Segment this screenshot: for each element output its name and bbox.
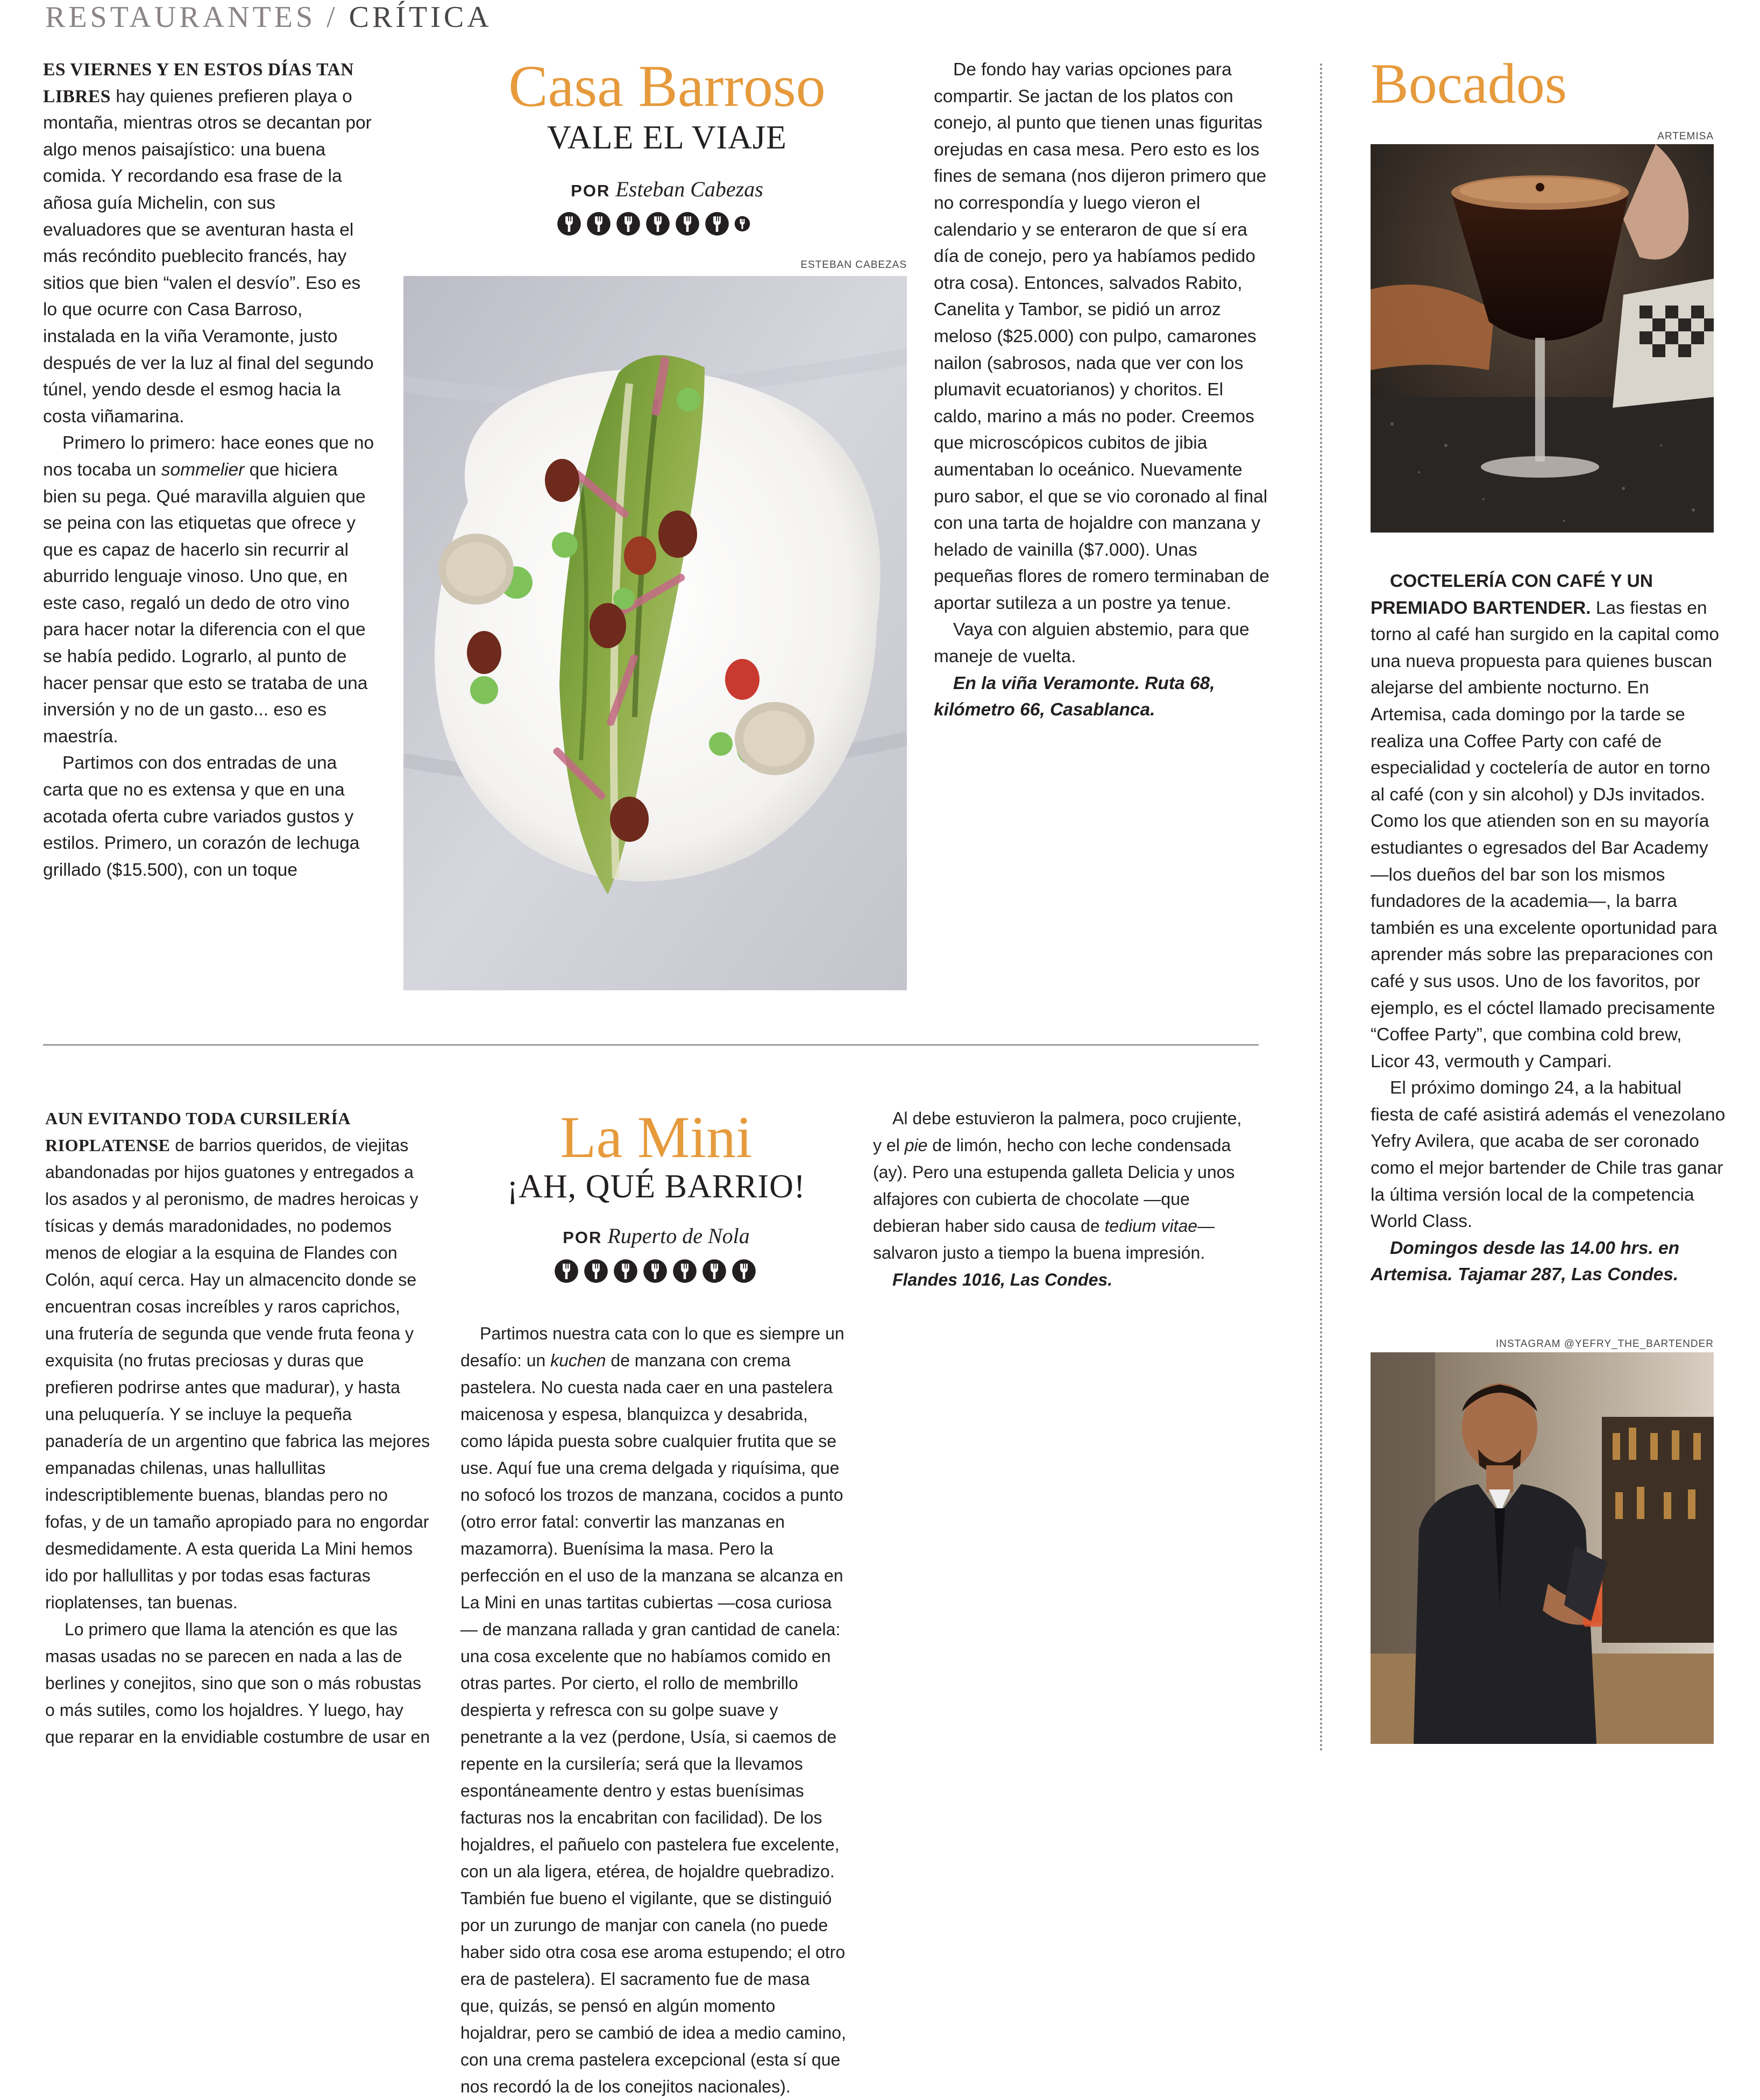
review2-paragraph-4b: de limón, hecho con leche condensada (ay). Pero una estupenda galleta Delicia y unos alfajores con cubierta de chocolate —que debieran haber sido causa de bbox=[873, 1136, 1235, 1236]
fork-rating-icon bbox=[675, 211, 700, 236]
sidebar-photo1-credit: ARTEMISA bbox=[1657, 131, 1714, 142]
sidebar-paragraph-2: El próximo domingo 24, a la habitual fiesta de café asistirá además el venezolano Yefry Avilera, que acaba de ser coronado como el mejor bartender de Chile tras ganar la última versión local de la competencia World Class. bbox=[1371, 1078, 1726, 1232]
review1-column-1 bbox=[43, 56, 377, 883]
review1-paragraph-1: hay quienes prefieren playa o montaña, mientras otros se decantan por algo menos paisajístico: una buena comida. Y recordando esa frase de la añosa guía Michelin, con sus evaluadores que se aventuran hasta el más recóndito pueblecito francés, hay sitios que bien “valen el desvío”. Eso es lo que ocurre con Casa Barroso, instalada en la viña Veramonte, justo después de ver la luz al final del segundo túnel, yendo desde el esmog hacia la costa viñamarina. bbox=[43, 86, 374, 427]
review1-paragraph-2a: Primero lo primero: hace eones que no nos tocaba un bbox=[43, 433, 374, 480]
review2-info: Flandes 1016, Las Condes. bbox=[892, 1270, 1113, 1289]
section-separator: / bbox=[327, 1, 338, 34]
section-label: RESTAURANTES bbox=[45, 1, 316, 34]
review1-photo bbox=[403, 276, 907, 990]
review1-author: Esteban Cabezas bbox=[615, 177, 763, 201]
fork-rating-icon bbox=[643, 1259, 668, 1283]
fork-rating-half-icon bbox=[734, 216, 750, 232]
review1-info: En la viña Veramonte. Ruta 68, kilómetro 66, Casablanca. bbox=[934, 673, 1215, 720]
fork-rating-icon bbox=[702, 1259, 727, 1283]
fork-rating-icon bbox=[613, 1259, 638, 1283]
review1-lead: ES VIERNES Y EN ESTOS DÍAS TAN LIBRES bbox=[43, 60, 354, 107]
fork-rating-icon bbox=[557, 211, 581, 236]
sidebar-lead: COCTELERÍA CON CAFÉ Y UN PREMIADO BARTENDER. bbox=[1371, 571, 1653, 618]
review2-paragraph-1: de barrios queridos, de viejitas abandonadas por hijos guatones y entregados a los asados y al peronismo, de madres heroicas y tísicas y demás maradonidades, no podemos menos de elogiar a la esquina de Flandes con Colón, aquí cerca. Hay un almacencito donde se encuentran cosas increíbles y raros caprichos, una frutería de segunda que vende fruta feona y exquisita (no frutas preciosas y duras que prefieren podrirse antes que madurar), y hasta una peluquería. Y se incluye la pequeña panadería de un argentino que fabrica las mejores empanadas chilenas, unas hallullitas indescriptiblemente buenas, blandas pero no fofas, y de un tamaño apropiado para no engordar desmedidamente. A esta querida La Mini hemos ido por hallullitas y por todas esas facturas rioplatenses, tan buenas. bbox=[45, 1136, 430, 1612]
review2-paragraph-4-em2: tedium vitae bbox=[1104, 1216, 1198, 1236]
review1-paragraph-3: Partimos con dos entradas de una carta que no es extensa y que en una acotada oferta cubre variados gustos y estilos. Primero, un corazón de lechuga grillado ($15.500), con un toque bbox=[43, 753, 360, 880]
review2-column-2 bbox=[460, 1320, 848, 2100]
review1-paragraph-2b: que hiciera bien su pega. Qué maravilla alguien que se peina con las etiquetas que ofrece y que es capaz de hacerlo sin recurrir al aburrido lenguaje vinoso. Uno que, en este caso, regaló un dedo de otro vino para hacer notar la diferencia con el que se había pedido. Lograrlo, al punto de hacer pensar que esto se trataba de una inversión y no de un gasto... eso es maestría. bbox=[43, 459, 368, 747]
review2-paragraph-3a: Partimos nuestra cata con lo que es siempre un desafío: un bbox=[460, 1324, 844, 1370]
sidebar-paragraph-1: Las fiestas en torno al café han surgido en la capital como una nueva propuesta para quienes buscan alejarse del ambiente nocturno. En Artemisa, cada domingo por la tarde se realiza una Coffee Party con café de especialidad y coctelería de autor en torno al café (con y sin alcohol) y DJs invitados. Como los que atienden son en su mayoría estudiantes o egresados del Bar Academy —los dueños del bar son los mismos fundadores de la academia—, la barra también es una excelente oportunidad para aprender más sobre las preparaciones con café y sus usos. Uno de los favoritos, por ejemplo, es el cóctel llamado precisamente “Coffee Party”, que combina cold brew, Licor 43, vermouth y Campari. bbox=[1371, 598, 1720, 1072]
review2-rating bbox=[554, 1259, 756, 1283]
section-header bbox=[45, 0, 492, 34]
review2-author: Ruperto de Nola bbox=[607, 1224, 750, 1248]
sidebar-text bbox=[1371, 568, 1726, 1288]
review1-paragraph-5: Vaya con alguien abstemio, para que maneje de vuelta. bbox=[934, 620, 1250, 667]
review2-column-1 bbox=[45, 1105, 430, 1750]
review1-byline bbox=[409, 173, 925, 207]
review1-photo-credit: ESTEBAN CABEZAS bbox=[800, 259, 907, 271]
section-divider bbox=[43, 1044, 1259, 1046]
review2-paragraph-4c: — salvaron justo a tiempo la buena impresión. bbox=[873, 1216, 1215, 1262]
review2-byline bbox=[430, 1220, 882, 1254]
review1-rating bbox=[557, 211, 750, 236]
fork-rating-icon bbox=[584, 1259, 608, 1283]
salad-plate-icon bbox=[403, 276, 907, 990]
fork-rating-icon bbox=[732, 1259, 756, 1283]
review1-paragraph-4: De fondo hay varias opciones para compartir. Se jactan de los platos con conejo, al punto que tienen unas figuritas orejudas en casa mesa. Pero esto es los fines de semana (nos dijeron primero que no correspondía y luego vieron el calendario y se enteraron de que sí era día de conejo, pero ya habíamos pedido otra cosa). Entonces, salvados Rabito, Canelita y Tambor, se pidió un arroz meloso ($25.000) con pulpo, camarones nailon (sabrosos, nada que ver con los plumavit ecuatorianos) y choritos. El caldo, marino a más no poder. Creemos que microscópicos cubitos de jibia aumentaban lo oceánico. Nuevamente puro sabor, el que se vio coronado al final con una tarta de hojaldre con manzana y helado de vainilla ($7.000). Unas pequeñas flores de romero terminaban de aportar sutileza a un postre ya tenue. bbox=[934, 60, 1269, 613]
review2-column-3 bbox=[873, 1105, 1250, 1293]
review2-paragraph-2: Lo primero que llama la atención es que las masas usadas no se parecen en nada a las de berlines y conejitos, sino que son o más robustas o más sutiles, como los hojaldres. Y luego, hay que reparar en la envidiable costumbre de usar en bbox=[45, 1620, 430, 1747]
sidebar-title: Bocados bbox=[1371, 52, 1567, 115]
review1-subtitle: VALE EL VIAJE bbox=[547, 119, 787, 156]
fork-rating-icon bbox=[672, 1259, 697, 1283]
coffee-cocktail-icon bbox=[1371, 144, 1714, 533]
subsection-label: CRÍTICA bbox=[349, 1, 492, 34]
review2-subtitle: ¡AH, QUÉ BARRIO! bbox=[507, 1168, 806, 1205]
review2-title: La Mini bbox=[560, 1104, 753, 1170]
bartender-portrait-icon bbox=[1371, 1352, 1714, 1744]
review1-column-3 bbox=[934, 56, 1273, 723]
review1-byline-prefix: POR bbox=[571, 181, 611, 200]
sidebar-photo2-credit: INSTAGRAM @YEFRY_THE_BARTENDER bbox=[1495, 1338, 1714, 1350]
review2-paragraph-3-em: kuchen bbox=[550, 1351, 606, 1370]
review2-lead: AUN EVITANDO TODA CURSILERÍA RIOPLATENSE bbox=[45, 1109, 350, 1155]
fork-rating-icon bbox=[586, 211, 611, 236]
sidebar-photo1 bbox=[1371, 144, 1714, 533]
fork-rating-icon bbox=[616, 211, 641, 236]
review2-byline-prefix: POR bbox=[563, 1228, 602, 1247]
fork-rating-icon bbox=[554, 1259, 579, 1283]
sidebar-info: Domingos desde las 14.00 hrs. en Artemisa. Tajamar 287, Las Condes. bbox=[1371, 1238, 1680, 1285]
review2-paragraph-3b: de manzana con crema pastelera. No cuesta nada caer en una pastelera maicenosa y espesa, blanquizca y desabrida, como lápida puesta sobre cualquier frutita que se use. Aquí fue una crema delgada y riquísima, que no sofocó los trozos de manzana, cocidos a punto (otro error fatal: convertir las manzanas en mazamorra). Buenísima la masa. Pero la perfección en el uso de la manzana se alcanza en La Mini en unas tartitas cubiertas —cosa curiosa— de manzana rallada y gran cantidad de canela: una cosa excelente que no habíamos comido en otras partes. Por cierto, el rollo de membrillo despierta y refresca con su golpe suave y penetrante a la vez (perdone, Usía, si caemos de repente en la cursilería; será que la llevamos espontáneamente dentro y estas buenísimas facturas nos la encabritan con facilidad). De los hojaldres, el pañuelo con pastelera fue excelente, con un ala ligera, etérea, de hojaldre quebradizo. También fue bueno el vigilante, que se distinguió por un zurungo de manjar con canela (no puede haber sido otra cosa ese aroma estupendo; el otro era de pastelera). El sacramento fue de masa que, quizás, se pensó en algún momento hojaldrar, pero se cambió de idea a medio camino, con una crema pastelera excepcional (esta sí que nos recordó la de los conejitos nacionales). bbox=[460, 1351, 846, 2096]
review1-title: Casa Barroso bbox=[508, 53, 826, 119]
sidebar-divider bbox=[1320, 63, 1322, 1753]
fork-rating-icon bbox=[645, 211, 670, 236]
fork-rating-icon bbox=[705, 211, 729, 236]
review1-paragraph-2-em: sommelier bbox=[161, 459, 245, 480]
review2-paragraph-4a: Al debe estuvieron la palmera, poco crujiente, y el bbox=[873, 1109, 1242, 1155]
review2-paragraph-4-em: pie bbox=[904, 1136, 928, 1155]
sidebar-photo2 bbox=[1371, 1352, 1714, 1744]
